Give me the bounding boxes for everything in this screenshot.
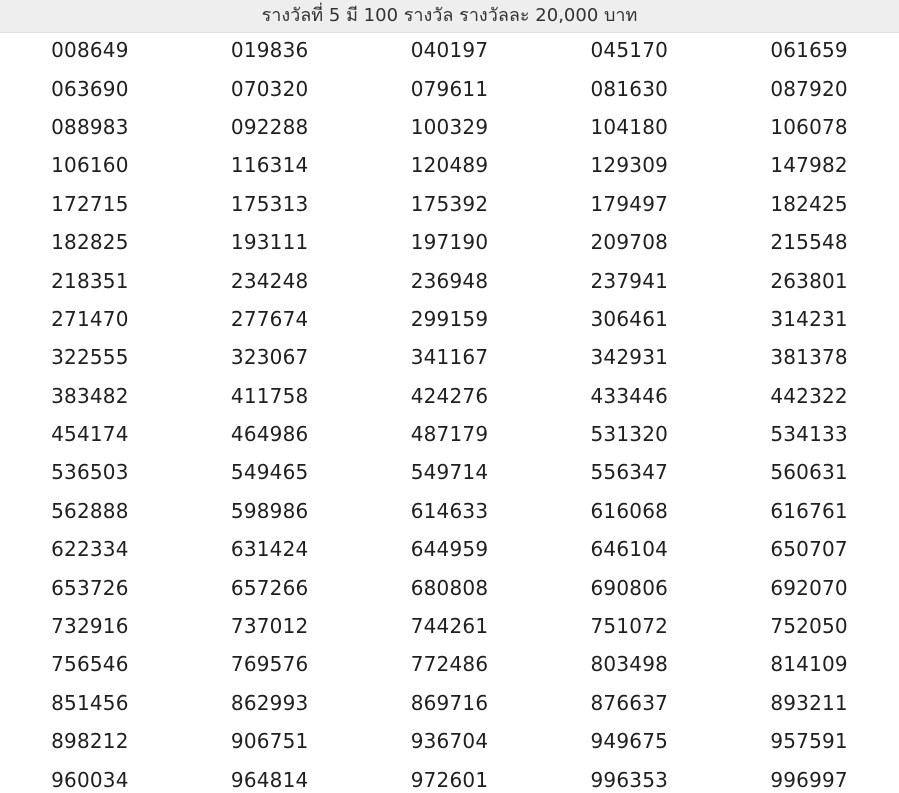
prize-number: 209708	[590, 230, 669, 255]
prize-number: 092288	[230, 114, 309, 139]
prize-number: 299159	[410, 306, 489, 331]
prize-number: 088983	[51, 114, 129, 139]
prize-number: 631424	[230, 537, 309, 562]
prize-header: รางวัลที่ 5 มี 100 รางวัล รางวัลละ 20,000 บาท	[0, 0, 899, 33]
prize-number: 898212	[51, 729, 129, 754]
prize-number: 116314	[230, 153, 309, 178]
prize-number: 690806	[590, 575, 669, 600]
prize-number: 341167	[410, 345, 489, 370]
prize-number: 744261	[410, 614, 489, 639]
prize-number: 008649	[51, 38, 129, 63]
prize-number: 045170	[590, 38, 669, 63]
prize-number: 751072	[590, 614, 669, 639]
prize-number: 277674	[230, 306, 309, 331]
prize-number: 411758	[230, 383, 309, 408]
prize-number: 218351	[51, 268, 129, 293]
prize-number: 019836	[230, 38, 309, 63]
prize-number: 536503	[51, 460, 129, 485]
prize-number: 197190	[410, 230, 489, 255]
prize-number: 234248	[230, 268, 309, 293]
prize-number: 972601	[410, 767, 489, 792]
prize-number: 079611	[410, 76, 489, 101]
prize-number: 752050	[770, 614, 848, 639]
prize-number: 271470	[51, 306, 129, 331]
prize-number: 560631	[770, 460, 848, 485]
prize-number: 949675	[590, 729, 669, 754]
prize-number: 424276	[410, 383, 489, 408]
prize-number: 756546	[51, 652, 129, 677]
prize-number: 179497	[590, 191, 669, 216]
prize-number: 182825	[51, 230, 129, 255]
prize-number: 487179	[410, 422, 489, 447]
prize-number: 876637	[590, 690, 669, 715]
prize-number: 147982	[770, 153, 848, 178]
prize-number: 070320	[230, 76, 309, 101]
prize-number: 869716	[410, 690, 489, 715]
prize-number: 732916	[51, 614, 129, 639]
prize-number: 906751	[230, 729, 309, 754]
prize-number: 936704	[410, 729, 489, 754]
prize-number: 182425	[770, 191, 848, 216]
prize-number: 549465	[230, 460, 309, 485]
prize-number: 657266	[230, 575, 309, 600]
prize-numbers-grid	[0, 31, 899, 793]
prize-number: 129309	[590, 153, 669, 178]
prize-number: 172715	[51, 191, 129, 216]
prize-number: 772486	[410, 652, 489, 677]
prize-number: 531320	[590, 422, 669, 447]
prize-number: 040197	[410, 38, 489, 63]
prize-number: 215548	[770, 230, 848, 255]
prize-number: 104180	[590, 114, 669, 139]
prize-number: 960034	[51, 767, 129, 792]
prize-number: 106160	[51, 153, 129, 178]
prize-number: 622334	[51, 537, 129, 562]
prize-number: 236948	[410, 268, 489, 293]
prize-number: 322555	[51, 345, 129, 370]
prize-number: 650707	[770, 537, 848, 562]
prize-number: 556347	[590, 460, 669, 485]
prize-number: 814109	[770, 652, 848, 677]
prize-number: 614633	[410, 498, 489, 523]
prize-number: 996353	[590, 767, 669, 792]
prize-number: 692070	[770, 575, 848, 600]
prize-number: 193111	[230, 230, 309, 255]
prize-number: 549714	[410, 460, 489, 485]
prize-number: 175313	[230, 191, 309, 216]
prize-number: 957591	[770, 729, 848, 754]
prize-number: 120489	[410, 153, 489, 178]
prize-number: 680808	[410, 575, 489, 600]
prize-number: 646104	[590, 537, 669, 562]
prize-number: 769576	[230, 652, 309, 677]
prize-number: 063690	[51, 76, 129, 101]
prize-number: 237941	[590, 268, 669, 293]
prize-number: 175392	[410, 191, 489, 216]
prize-number: 381378	[770, 345, 848, 370]
prize-number: 996997	[770, 767, 848, 792]
prize-number: 100329	[410, 114, 489, 139]
prize-number: 644959	[410, 537, 489, 562]
prize-number: 893211	[770, 690, 848, 715]
prize-number: 342931	[590, 345, 669, 370]
prize-number: 433446	[590, 383, 669, 408]
prize-number: 562888	[51, 498, 129, 523]
prize-number: 464986	[230, 422, 309, 447]
prize-number: 737012	[230, 614, 309, 639]
prize-number: 964814	[230, 767, 309, 792]
prize-number: 383482	[51, 383, 129, 408]
prize-number: 087920	[770, 76, 848, 101]
prize-number: 803498	[590, 652, 669, 677]
prize-number: 323067	[230, 345, 309, 370]
prize-number: 616761	[770, 498, 848, 523]
prize-number: 106078	[770, 114, 848, 139]
prize-number: 314231	[770, 306, 848, 331]
prize-number: 263801	[770, 268, 848, 293]
prize-number: 306461	[590, 306, 669, 331]
prize-number: 598986	[230, 498, 309, 523]
prize-number: 454174	[51, 422, 129, 447]
prize-number: 862993	[230, 690, 309, 715]
prize-number: 851456	[51, 690, 129, 715]
prize-number: 061659	[770, 38, 848, 63]
prize-number: 081630	[590, 76, 669, 101]
prize-number: 616068	[590, 498, 669, 523]
prize-number: 534133	[770, 422, 848, 447]
prize-number: 653726	[51, 575, 129, 600]
prize-number: 442322	[770, 383, 848, 408]
